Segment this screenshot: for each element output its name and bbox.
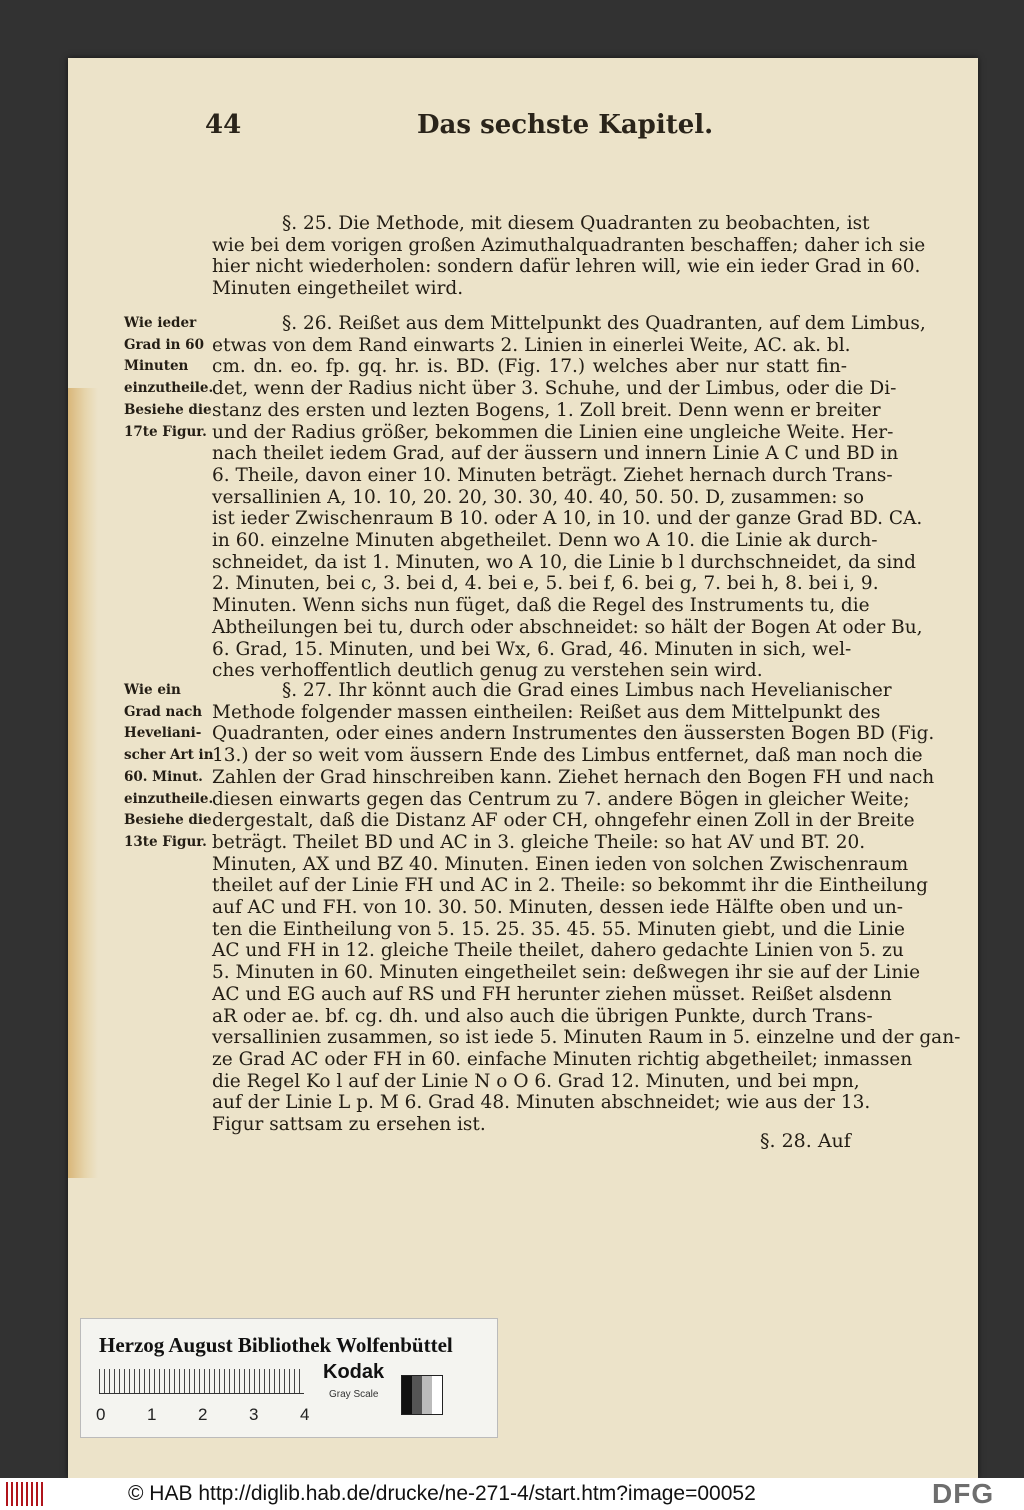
text-line: Figur sattsam zu ersehen ist. [212,1114,486,1136]
marginal-note-2 [124,680,214,854]
text-line: 13.) der so weit vom äussern Ende des Limbus entfernet, daß man noch die [212,745,923,767]
ruler-scale [99,1369,304,1394]
margin-line: Minuten [124,358,189,375]
paragraph-27 [212,680,961,1136]
marginal-note-1 [124,313,214,443]
text-line: beträgt. Theilet BD und AC in 3. gleiche Theile: so hat AV und BT. 20. [212,831,866,853]
text-line: Zahlen der Grad hinschreiben kann. Ziehet hernach den Bogen FH und nach [212,766,935,788]
text-line: Abtheilungen bei tu, durch oder abschneidet: so hält der Bogen At oder Bu, [212,616,923,638]
margin-line: Besiehe die [124,812,212,829]
library-name: Herzog August Bibliothek Wolfenbüttel [99,1333,453,1357]
text-line: Quadranten, oder eines andern Instrumentes den äussersten Bogen BD (Fig. [212,723,935,745]
text-line: cm. dn. eo. fp. gq. hr. is. BD. (Fig. 17.) welches aber nur statt fin- [212,356,847,378]
paragraph-26 [212,313,926,682]
catchword: §. 28. Auf [760,1130,851,1152]
text-line: 6. Grad, 15. Minuten, und bei Wx, 6. Grad, 46. Minuten in sich, wel- [212,638,852,660]
text-line: Methode folgender massen eintheilen: Reißet aus dem Mittelpunkt des [212,701,881,723]
scale-number: 2 [198,1405,208,1424]
text-line: Minuten. Wenn sichs nun füget, daß die Regel des Instruments tu, die [212,595,870,617]
scale-number: 1 [147,1405,157,1424]
margin-line: Besiehe die [124,401,212,418]
text-line: auf AC und FH. von 10. 30. 50. Minuten, dessen iede Hälfte oben und un- [212,897,903,919]
margin-line: 17te Figur. [124,423,207,440]
text-line: versallinien A, 10. 10, 20. 20, 30. 30, 40. 40, 50. 50. D, zusammen: so [212,486,865,508]
text-line: wie bei dem vorigen großen Azimuthalquadranten beschaffen; daher ich sie [212,234,926,256]
page-stain [68,388,98,1178]
scale-number: 3 [249,1405,259,1424]
dfg-logo: DFG [932,1478,995,1509]
running-title: Das sechste Kapitel. [417,110,714,140]
text-line: 6. Theile, davon einer 10. Minuten beträgt. Ziehet hernach durch Trans- [212,464,893,486]
text-line: ten die Eintheilung von 5. 15. 25. 35. 45. 55. Minuten giebt, und die Linie [212,918,905,940]
kodak-label: Kodak [323,1361,385,1383]
text-line: diesen einwarts gegen das Centrum zu 7. andere Bögen in gleicher Weite; [212,788,910,810]
text-line: 2. Minuten, bei c, 3. bei d, 4. bei e, 5. bei f, 6. bei g, 7. bei h, 8. bei i, 9. [212,573,879,595]
margin-line: einzutheile. [124,790,214,807]
text-line: §. 25. Die Methode, mit diesem Quadranten zu beobachten, ist [282,213,870,234]
scale-number: 0 [96,1405,106,1424]
margin-line: scher Art in [124,747,214,764]
text-line: nach theilet iedem Grad, auf der äussern und innern Linie A C und BD in [212,443,899,465]
text-line: Minuten eingetheilet wird. [212,278,464,300]
hab-logo-icon [6,1482,46,1506]
margin-line: Wie ieder [124,315,197,331]
text-line: und der Radius größer, bekommen die Linien eine ungleiche Weite. Her- [212,421,894,443]
paragraph-25 [212,213,926,300]
text-line: auf der Linie L p. M 6. Grad 48. Minuten abschneidet; wie aus der 13. [212,1092,871,1114]
gray-scale-label: Gray Scale [329,1389,379,1400]
margin-line: Wie ein [124,682,181,698]
margin-line: Grad in 60 [124,336,204,353]
text-line: AC und EG auch auf RS und FH herunter ziehen müsset. Reißet alsdenn [212,983,892,1005]
margin-line: einzutheile. [124,380,214,397]
text-line: 5. Minuten in 60. Minuten eingetheilet sein: deßwegen ihr sie auf der Linie [212,962,921,984]
margin-line: Grad nach [124,703,203,720]
text-line: dergestalt, daß die Distanz AF oder CH, ohngefehr einen Zoll in der Breite [212,810,915,832]
text-line: det, wenn der Radius nicht über 3. Schuhe, und der Limbus, oder die Di- [212,378,897,400]
text-line: §. 26. Reißet aus dem Mittelpunkt des Quadranten, auf dem Limbus, [282,313,926,334]
text-line: aR oder ae. bf. cg. dh. und also auch die übrigen Punkte, durch Trans- [212,1005,873,1027]
text-line: die Regel Ko l auf der Linie N o O 6. Grad 12. Minuten, und bei mpn, [212,1070,860,1092]
color-target-card [80,1318,498,1438]
text-line: versallinien zusammen, so ist iede 5. Minuten Raum in 5. einzelne und der gan- [212,1027,961,1049]
text-line: hier nicht wiederholen: sondern dafür lehren will, wie ein ieder Grad in 60. [212,256,921,278]
text-line: Minuten, AX und BZ 40. Minuten. Einen ieden von solchen Zwischenraum [212,853,909,875]
text-line: §. 27. Ihr könnt auch die Grad eines Limbus nach Hevelianischer [282,680,892,701]
text-line: ist ieder Zwischenraum B 10. oder A 10, in 10. und der ganze Grad BD. CA. [212,508,923,530]
text-line: ze Grad AC oder FH in 60. einfache Minuten richtig abgetheilet; inmassen [212,1048,913,1070]
page-header [205,110,855,150]
page-number: 44 [205,110,242,140]
credit-link[interactable]: © HAB http://diglib.hab.de/drucke/ne-271-4/start.htm?image=00052 [128,1482,756,1505]
margin-line: Heveliani- [124,725,202,742]
text-line: in 60. einzelne Minuten abgetheilet. Denn wo A 10. die Linie ak durch- [212,530,878,552]
gray-swatch [401,1375,443,1415]
text-line: etwas von dem Rand einwarts 2. Linien in einerlei Weite, AC. ak. bl. [212,334,851,356]
margin-line: 13te Figur. [124,833,207,850]
scale-number: 4 [300,1405,310,1424]
text-line: AC und FH in 12. gleiche Theile theilet, dahero gedachte Linien von 5. zu [212,940,904,962]
text-line: stanz des ersten und lezten Bogens, 1. Zoll breit. Denn wenn er breiter [212,399,881,421]
text-line: schneidet, da ist 1. Minuten, wo A 10, die Linie b l durchschneidet, da sind [212,551,916,573]
footer-bar [0,1478,1024,1510]
text-line: ches verhoffentlich deutlich genug zu verstehen sein wird. [212,660,763,682]
text-line: theilet auf der Linie FH und AC in 2. Theile: so bekommt ihr die Eintheilung [212,875,928,897]
margin-line: 60. Minut. [124,768,203,785]
